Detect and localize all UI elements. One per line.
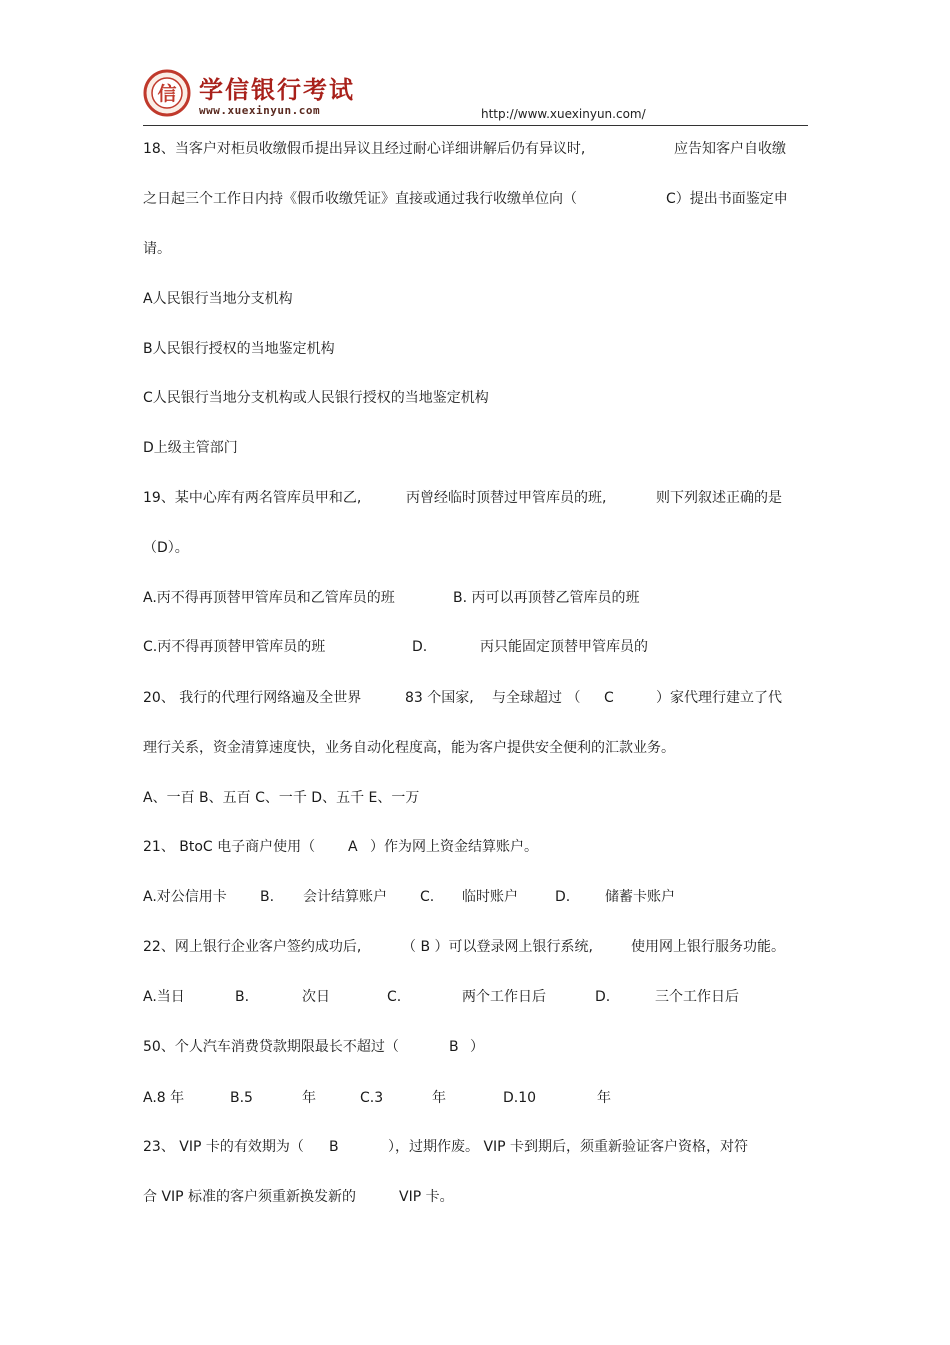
q21-option-c-label: C. <box>420 889 435 905</box>
q50-part1: 50、个人汽车消费贷款期限最长不超过（ <box>143 1039 399 1055</box>
q18-line1-tail: 应告知客户自收缴 <box>674 141 786 157</box>
q22-part1: 22、网上银行企业客户签约成功后, <box>143 939 362 955</box>
q21-option-c-text: 临时账户 <box>462 889 518 905</box>
q20-part1: 20、 我行的代理行网络遍及全世界 <box>143 690 362 706</box>
q22-option-d-label: D. <box>595 989 611 1005</box>
q20-options: A、一百 B、五百 C、一千 D、五千 E、一万 <box>143 790 420 806</box>
q50-answer: B <box>449 1039 459 1055</box>
q50-option-a: A.8 年 <box>143 1090 185 1106</box>
q20-part3: 与全球超过 （ <box>492 690 581 706</box>
q50-option-d-label: D.10 <box>503 1090 537 1106</box>
q19-part3: 则下列叙述正确的是 <box>656 490 782 506</box>
q19-line2: （D）。 <box>143 540 189 556</box>
q23-answer: B <box>329 1139 339 1155</box>
q21-option-b-label: B. <box>260 889 275 905</box>
q22-option-d-text: 三个工作日后 <box>655 989 739 1005</box>
q18-option-a: A人民银行当地分支机构 <box>143 291 293 307</box>
q20-part2: 83 个国家, <box>405 690 474 706</box>
seal-logo-icon <box>143 69 191 117</box>
q19-option-d-label: D. <box>412 639 428 655</box>
q20-line2: 理行关系，资金清算速度快，业务自动化程度高，能为客户提供安全便利的汇款业务。 <box>143 740 675 756</box>
q23-line2b: VIP 卡。 <box>399 1189 454 1205</box>
q22-option-c-label: C. <box>387 989 402 1005</box>
q18-option-c: C人民银行当地分支机构或人民银行授权的当地鉴定机构 <box>143 390 489 406</box>
q23-line2a: 合 VIP 标准的客户须重新换发新的 <box>143 1189 357 1205</box>
q19-option-b: B. 丙可以再顶替乙管库员的班 <box>453 590 640 606</box>
q19-option-a: A.丙不得再顶替甲管库员和乙管库员的班 <box>143 590 395 606</box>
q18-line2-tail: C）提出书面鉴定申 <box>666 191 788 207</box>
logo-subtitle: www.xuexinyun.com <box>199 104 321 117</box>
q21-option-d-label: D. <box>555 889 571 905</box>
q23-part2: ），过期作废。 VIP 卡到期后，须重新验证客户资格，对符 <box>388 1139 749 1155</box>
logo-title: 学信银行考试 <box>199 75 355 104</box>
q21-option-b-text: 会计结算账户 <box>303 889 387 905</box>
q23-part1: 23、 VIP 卡的有效期为（ <box>143 1139 304 1155</box>
header-url: http://www.xuexinyun.com/ <box>481 107 646 121</box>
q20-part4: ）家代理行建立了代 <box>656 690 782 706</box>
seal-glyph: 信 <box>157 83 177 105</box>
header-divider <box>143 125 808 126</box>
q50-option-b-label: B.5 <box>230 1090 253 1106</box>
q22-option-b-text: 次日 <box>302 989 330 1005</box>
q21-option-d-text: 储蓄卡账户 <box>605 889 675 905</box>
q19-option-d-text: 丙只能固定顶替甲管库员的 <box>480 639 648 655</box>
q22-part2: （ B ）可以登录网上银行系统, <box>402 939 593 955</box>
q19-part1: 19、某中心库有两名管库员甲和乙, <box>143 490 362 506</box>
q22-option-b-label: B. <box>235 989 250 1005</box>
q50-option-d-unit: 年 <box>597 1090 611 1106</box>
q50-option-c-label: C.3 <box>360 1090 384 1106</box>
q22-part3: 使用网上银行服务功能。 <box>631 939 785 955</box>
q19-part2: 丙曾经临时顶替过甲管库员的班, <box>406 490 607 506</box>
q18-option-d: D上级主管部门 <box>143 440 238 456</box>
q18-line3: 请。 <box>143 241 171 257</box>
q21-part2: ）作为网上资金结算账户。 <box>370 839 538 855</box>
q50-option-b-unit: 年 <box>302 1090 316 1106</box>
q19-option-c: C.丙不得再顶替甲管库员的班 <box>143 639 326 655</box>
q21-option-a: A.对公信用卡 <box>143 889 227 905</box>
q20-answer: C <box>604 690 614 706</box>
q18-option-b: B人民银行授权的当地鉴定机构 <box>143 341 335 357</box>
q22-option-c-text: 两个工作日后 <box>462 989 546 1005</box>
page-header <box>143 66 808 126</box>
q18-line2: 之日起三个工作日内持《假币收缴凭证》直接或通过我行收缴单位向（ <box>143 191 577 207</box>
q22-option-a: A.当日 <box>143 989 185 1005</box>
q50-part2: ） <box>470 1039 484 1055</box>
q50-option-c-unit: 年 <box>432 1090 446 1106</box>
q21-answer: A <box>348 839 358 855</box>
q18-line1: 18、当客户对柜员收缴假币提出异议且经过耐心详细讲解后仍有异议时, <box>143 141 586 157</box>
q21-part1: 21、 BtoC 电子商户使用（ <box>143 839 316 855</box>
